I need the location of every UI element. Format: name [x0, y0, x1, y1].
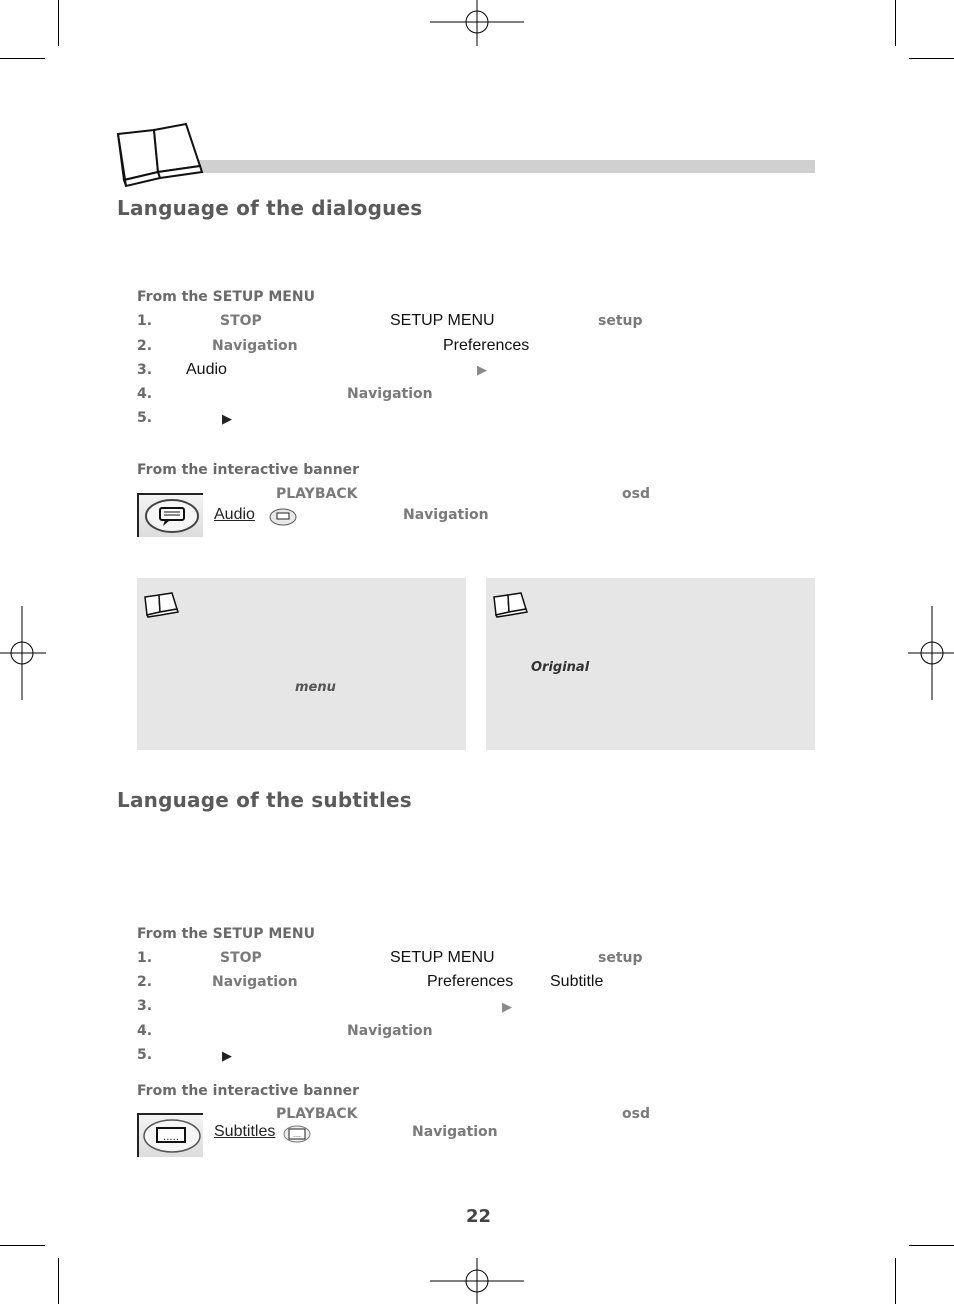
registration-mark-icon [908, 606, 954, 700]
svg-text:....: .... [293, 1132, 301, 1139]
subtitle-icon [283, 1125, 311, 1143]
step-number: 1. [137, 313, 153, 329]
step-number: 2. [137, 338, 153, 354]
svg-text:.....: ..... [163, 1132, 179, 1143]
section-title-dialogues: Language of the dialogues [117, 196, 423, 220]
original-word: Original [531, 660, 590, 675]
stop-key: STOP [220, 950, 262, 966]
crop-mark [895, 1258, 896, 1304]
speech-bubble-icon [139, 495, 201, 535]
stop-key: STOP [220, 313, 262, 329]
menu-word: menu [295, 680, 336, 695]
play-triangle-icon: ▶ [502, 1000, 512, 1015]
playback-key: PLAYBACK [276, 486, 358, 502]
preferences-label: Preferences [427, 973, 514, 990]
interactive-banner-header: From the interactive banner [137, 1083, 360, 1099]
crop-mark [895, 0, 896, 46]
step-number: 5. [137, 410, 153, 426]
subtitle-label: Subtitle [550, 973, 604, 990]
navigation-key: Navigation [347, 386, 433, 402]
registration-mark-icon [0, 606, 46, 700]
preferences-label: Preferences [443, 337, 530, 354]
page-number: 22 [466, 1206, 492, 1227]
playback-key: PLAYBACK [276, 1106, 358, 1122]
book-icon [143, 592, 179, 618]
play-triangle-icon: ▶ [222, 412, 232, 427]
step-number: 2. [137, 974, 153, 990]
book-icon [492, 592, 528, 618]
navigation-key: Navigation [212, 974, 298, 990]
crop-mark [909, 58, 954, 59]
play-triangle-icon: ▶ [222, 1049, 232, 1064]
speech-bubble-icon [269, 508, 297, 526]
osd-key: osd [622, 1106, 650, 1122]
navigation-key: Navigation [347, 1023, 433, 1039]
note-box-right [486, 578, 815, 750]
header-bar [178, 160, 815, 173]
registration-mark-icon [430, 1258, 524, 1304]
audio-label: Audio [186, 361, 227, 378]
crop-mark [909, 1245, 954, 1246]
setup-key: setup [598, 313, 643, 329]
subtitles-link[interactable]: Subtitles [214, 1123, 276, 1140]
setup-menu-label: SETUP MENU [390, 312, 495, 329]
setup-key: setup [598, 950, 643, 966]
setup-menu-header: From the SETUP MENU [137, 289, 315, 305]
navigation-key: Navigation [403, 507, 489, 523]
setup-menu-header: From the SETUP MENU [137, 926, 315, 942]
step-number: 4. [137, 1023, 153, 1039]
step-number: 5. [137, 1047, 153, 1063]
crop-mark [58, 0, 59, 46]
step-number: 1. [137, 950, 153, 966]
audio-link[interactable]: Audio [214, 506, 255, 523]
crop-mark [58, 1258, 59, 1304]
crop-mark [0, 58, 45, 59]
step-number: 4. [137, 386, 153, 402]
step-number: 3. [137, 362, 153, 378]
subtitle-icon [139, 1115, 201, 1155]
banner-audio-button [137, 493, 203, 537]
interactive-banner-header: From the interactive banner [137, 462, 360, 478]
section-title-subtitles: Language of the subtitles [117, 788, 412, 812]
navigation-key: Navigation [412, 1124, 498, 1140]
setup-menu-label: SETUP MENU [390, 949, 495, 966]
play-triangle-icon: ▶ [477, 363, 487, 378]
osd-key: osd [622, 486, 650, 502]
note-box-left [137, 578, 466, 750]
banner-subtitles-button [137, 1113, 203, 1157]
step-number: 3. [137, 998, 153, 1014]
book-icon [114, 122, 206, 188]
crop-mark [0, 1245, 45, 1246]
navigation-key: Navigation [212, 338, 298, 354]
registration-mark-icon [430, 0, 524, 46]
